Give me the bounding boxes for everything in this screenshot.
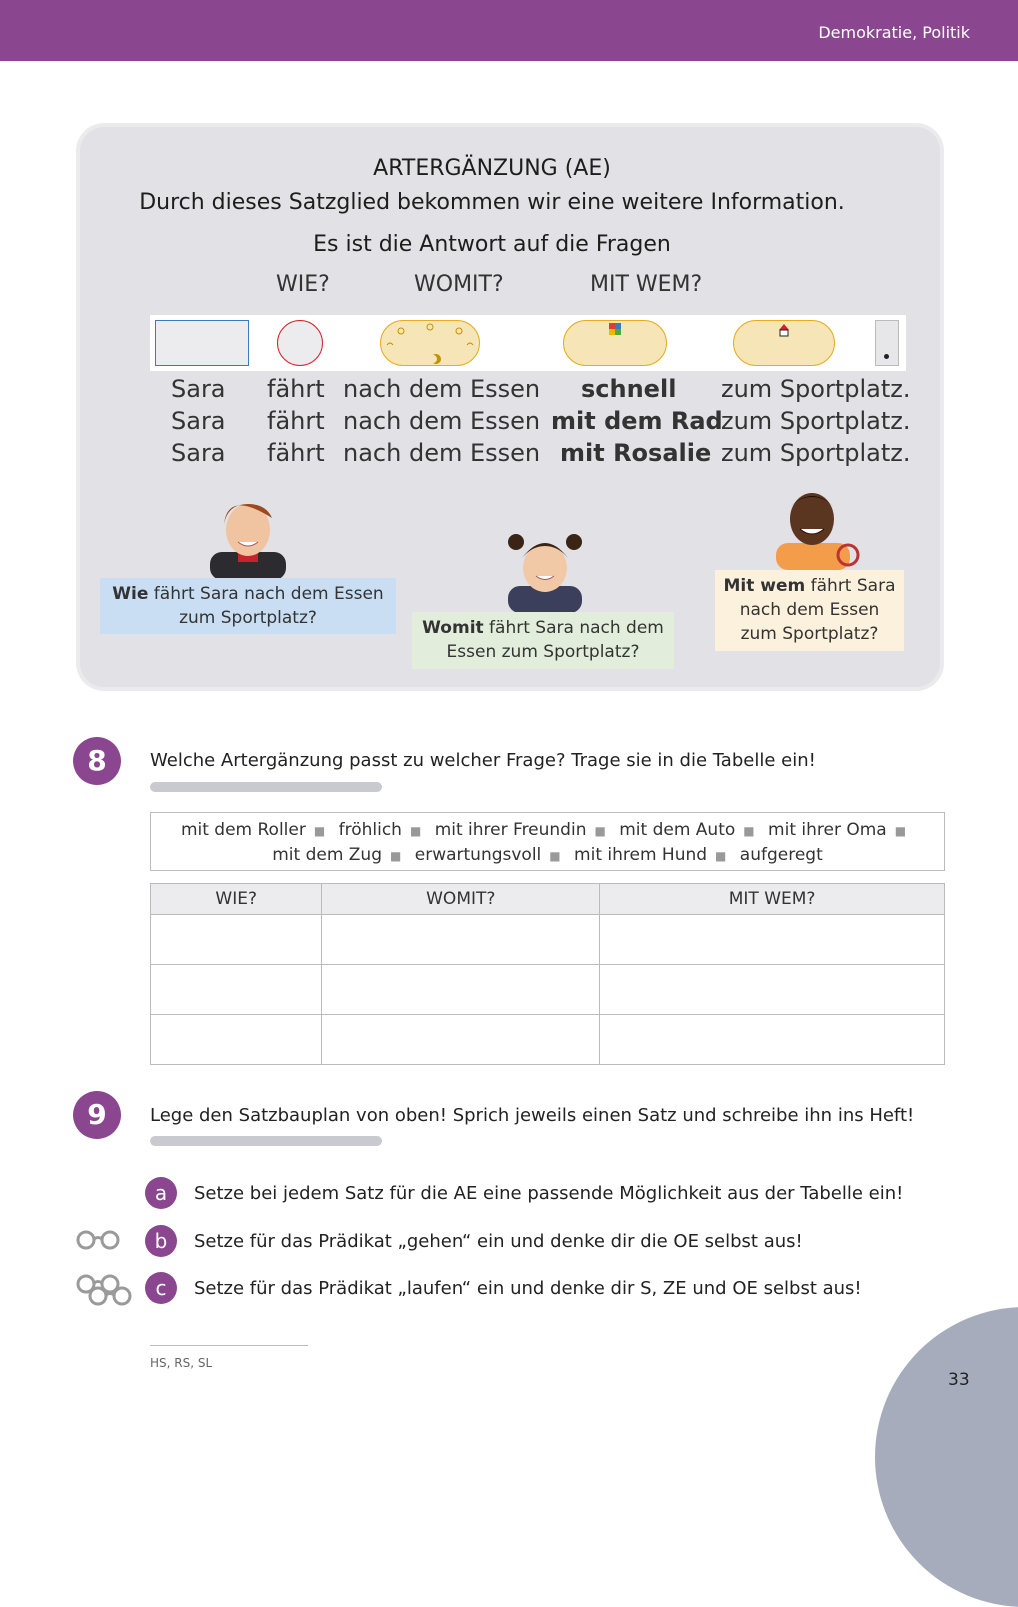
bubble-womit-text-1: fährt Sara nach dem	[483, 618, 664, 638]
double-glasses-icon	[74, 1272, 134, 1308]
row2-subject: Sara	[171, 407, 226, 435]
subject-rect-symbol	[155, 320, 249, 366]
girl-photo	[500, 528, 590, 613]
answer-cell[interactable]	[322, 915, 600, 965]
table-row	[151, 1015, 945, 1065]
place-oval-symbol	[733, 320, 835, 366]
time-oval-symbol	[380, 320, 480, 366]
word-item: mit dem Roller	[180, 820, 306, 840]
row1-place: zum Sportplatz.	[721, 375, 911, 403]
row1-subject: Sara	[171, 375, 226, 403]
subtask-a-badge: a	[145, 1177, 177, 1209]
answer-cell[interactable]	[600, 1015, 945, 1065]
subtask-c-badge: c	[145, 1272, 177, 1304]
word-item: mit dem Zug	[272, 845, 382, 865]
manner-oval-symbol	[563, 320, 667, 366]
row3-predicate: fährt	[267, 439, 325, 467]
glasses-icon	[74, 1229, 122, 1251]
subtask-b-text: Setze für das Prädikat „gehen“ ein und denke dir die OE selbst aus!	[194, 1231, 803, 1252]
table-header-mit-wem: MIT WEM?	[600, 884, 945, 915]
table-row	[151, 965, 945, 1015]
word-item: aufgeregt	[739, 845, 823, 865]
chapter-title: Demokratie, Politik	[818, 23, 970, 42]
answer-cell[interactable]	[151, 1015, 322, 1065]
bubble-mit-wem-text-1: fährt Sara	[805, 576, 896, 596]
task-8-number: 8	[73, 737, 121, 785]
answer-cell[interactable]	[322, 965, 600, 1015]
sentence-plan	[150, 315, 906, 371]
word-item: erwartungsvoll	[414, 845, 542, 865]
bubble-mit-wem-text-2: nach dem Essen	[739, 600, 880, 620]
answer-cell[interactable]	[151, 965, 322, 1015]
boy-photo	[200, 490, 296, 580]
task-9-instruction: Lege den Satzbauplan von oben! Sprich jeweils einen Satz und schreibe ihn ins Heft!	[150, 1105, 915, 1126]
speech-bubble-wie	[100, 578, 396, 634]
bubble-womit-text-2: Essen zum Sportplatz?	[446, 642, 640, 662]
subtask-a-text: Setze bei jedem Satz für die AE eine passende Möglichkeit aus der Tabelle ein!	[194, 1183, 904, 1204]
question-womit: WOMIT?	[414, 272, 504, 297]
row1-time: nach dem Essen	[343, 375, 541, 403]
boy-wheelchair-photo	[764, 485, 860, 570]
row2-time: nach dem Essen	[343, 407, 541, 435]
answer-cell[interactable]	[322, 1015, 600, 1065]
row2-predicate: fährt	[267, 407, 325, 435]
task-9-underline	[150, 1136, 382, 1146]
subtask-c-text: Setze für das Prädikat „laufen“ ein und denke dir S, ZE und OE selbst aus!	[194, 1278, 862, 1299]
question-mit-wem: MIT WEM?	[590, 272, 703, 297]
predicate-circle-symbol	[277, 320, 323, 366]
task-8-instruction: Welche Artergänzung passt zu welcher Frage? Trage sie in die Tabelle ein!	[150, 750, 816, 771]
table-header-row	[151, 884, 945, 915]
period-symbol	[875, 320, 899, 366]
bubble-mit-wem-bold: Mit wem	[723, 576, 806, 596]
header-bar	[0, 0, 1018, 61]
table-row	[151, 915, 945, 965]
footer-levels: HS, RS, SL	[150, 1356, 213, 1370]
info-title: ARTERGÄNZUNG (AE)	[373, 156, 611, 181]
answer-cell[interactable]	[151, 915, 322, 965]
answer-cell[interactable]	[600, 965, 945, 1015]
word-item: mit ihrem Hund	[574, 845, 708, 865]
info-line-1: Durch dieses Satzglied bekommen wir eine weitere Information.	[139, 190, 845, 215]
row1-manner: schnell	[581, 375, 677, 403]
row3-subject: Sara	[171, 439, 226, 467]
task-9-number: 9	[73, 1091, 121, 1139]
answer-table	[150, 883, 945, 1065]
speech-bubble-mit-wem	[715, 570, 904, 651]
row2-place: zum Sportplatz.	[721, 407, 911, 435]
row3-manner: mit Rosalie	[560, 439, 712, 467]
word-item: mit ihrer Freundin	[434, 820, 587, 840]
word-item: fröhlich	[338, 820, 402, 840]
info-line-2: Es ist die Antwort auf die Fragen	[313, 232, 671, 257]
bubble-womit-bold: Womit	[422, 618, 484, 638]
page-number: 33	[948, 1370, 970, 1390]
table-header-wie: WIE?	[151, 884, 322, 915]
speech-bubble-womit	[412, 612, 674, 669]
bubble-wie-text-2: zum Sportplatz?	[179, 608, 317, 628]
row3-place: zum Sportplatz.	[721, 439, 911, 467]
footer-divider	[150, 1345, 308, 1346]
bubble-wie-text-1: fährt Sara nach dem Essen	[148, 584, 384, 604]
bubble-wie-bold: Wie	[112, 584, 149, 604]
row3-time: nach dem Essen	[343, 439, 541, 467]
word-item: mit ihrer Oma	[768, 820, 887, 840]
word-bank: mit dem Roller ■ fröhlich ■ mit ihrer Freundin ■ mit dem Auto ■ mit ihrer Oma ■ mit dem Zug ■ erwartungsvoll ■ mit ihrem Hund ■ aufgeregt	[150, 812, 945, 871]
answer-cell[interactable]	[600, 915, 945, 965]
subtask-b-badge: b	[145, 1225, 177, 1257]
word-item: mit dem Auto	[619, 820, 736, 840]
table-header-womit: WOMIT?	[322, 884, 600, 915]
row2-manner: mit dem Rad	[551, 407, 723, 435]
page-corner-decoration	[875, 1307, 1018, 1607]
row1-predicate: fährt	[267, 375, 325, 403]
task-8-underline	[150, 782, 382, 792]
question-wie: WIE?	[276, 272, 330, 297]
bubble-mit-wem-text-3: zum Sportplatz?	[740, 624, 879, 644]
